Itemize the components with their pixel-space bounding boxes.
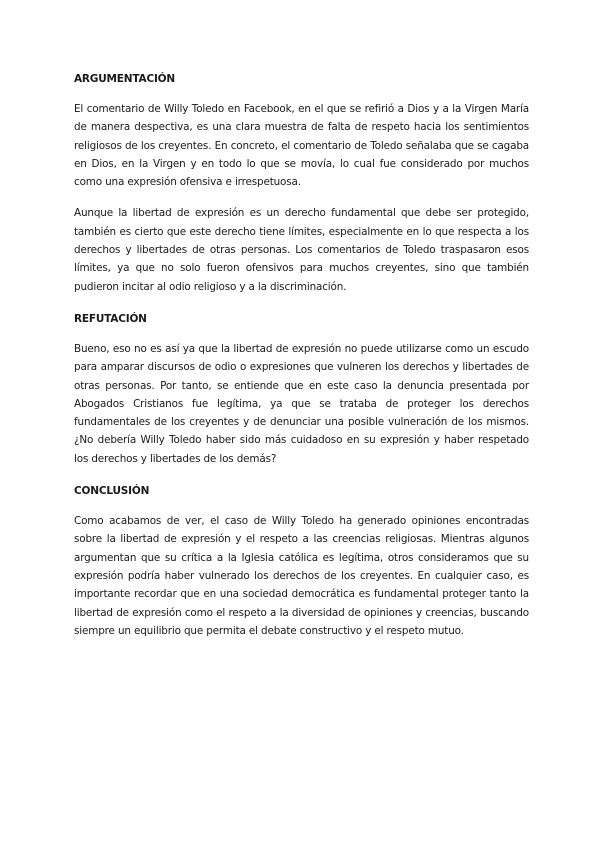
paragraph: Bueno, eso no es así ya que la libertad de expresión no puede utilizarse como un escudo para amparar discursos de odio o expresiones que vulneren los derechos y libertades de otras personas. Por tanto, se entiende que en este caso la denuncia presentada por Abogados Cristianos fue legítima, ya que se trataba de proteger los derechos fundamentales de los creyentes y de denunciar una posible vulneración de los mismos. ¿No debería Willy Toledo haber sido más cuidadoso en su expresión y haber respetado los derechos y libertades de los demás?	[74, 342, 529, 465]
paragraph: El comentario de Willy Toledo en Facebook, en el que se refirió a Dios y a la Virgen María de manera despectiva, es una clara muestra de falta de respeto hacia los sentimientos religiosos de los creyentes. En concreto, el comentario de Toledo señalaba que se cagaba en Dios, en la Virgen y en todo lo que se movía, lo cual fue considerado por muchos como una expresión ofensiva e irrespetuosa.	[74, 103, 529, 189]
section-heading: ARGUMENTACIÓN	[74, 73, 175, 85]
section-heading: CONCLUSIÓN	[74, 485, 150, 498]
paragraph: Aunque la libertad de expresión es un derecho fundamental que debe ser protegido, también es cierto que este derecho tiene límites, especialmente en lo que respecta a los derechos y libertades de otras personas. Los comentarios de Toledo traspasaron esos límites, ya que no solo fueron ofensivos para muchos creyentes, sino que también pudieron incitar al odio religioso y a la discriminación.	[74, 207, 529, 293]
section-argumentacion	[74, 70, 529, 296]
section-conclusion	[74, 482, 529, 640]
paragraph: Como acabamos de ver, el caso de Willy Toledo ha generado opiniones encontradas sobre la libertad de expresión y el respeto a las creencias religiosas. Mientras algunos argumentan que su crítica a la Iglesia católica es legítima, otros consideramos que su expresión podría haber vulnerado los derechos de los creyentes. En cualquier caso, es importante recordar que en una sociedad democrática es fundamental proteger tanto la libertad de expresión como el respeto a la diversidad de opiniones y creencias, buscando siempre un equilibrio que permita el debate constructivo y el respeto mutuo.	[74, 515, 529, 637]
document-page	[74, 70, 529, 653]
section-heading: REFUTACIÓN	[74, 312, 147, 325]
section-refutacion	[74, 310, 529, 468]
